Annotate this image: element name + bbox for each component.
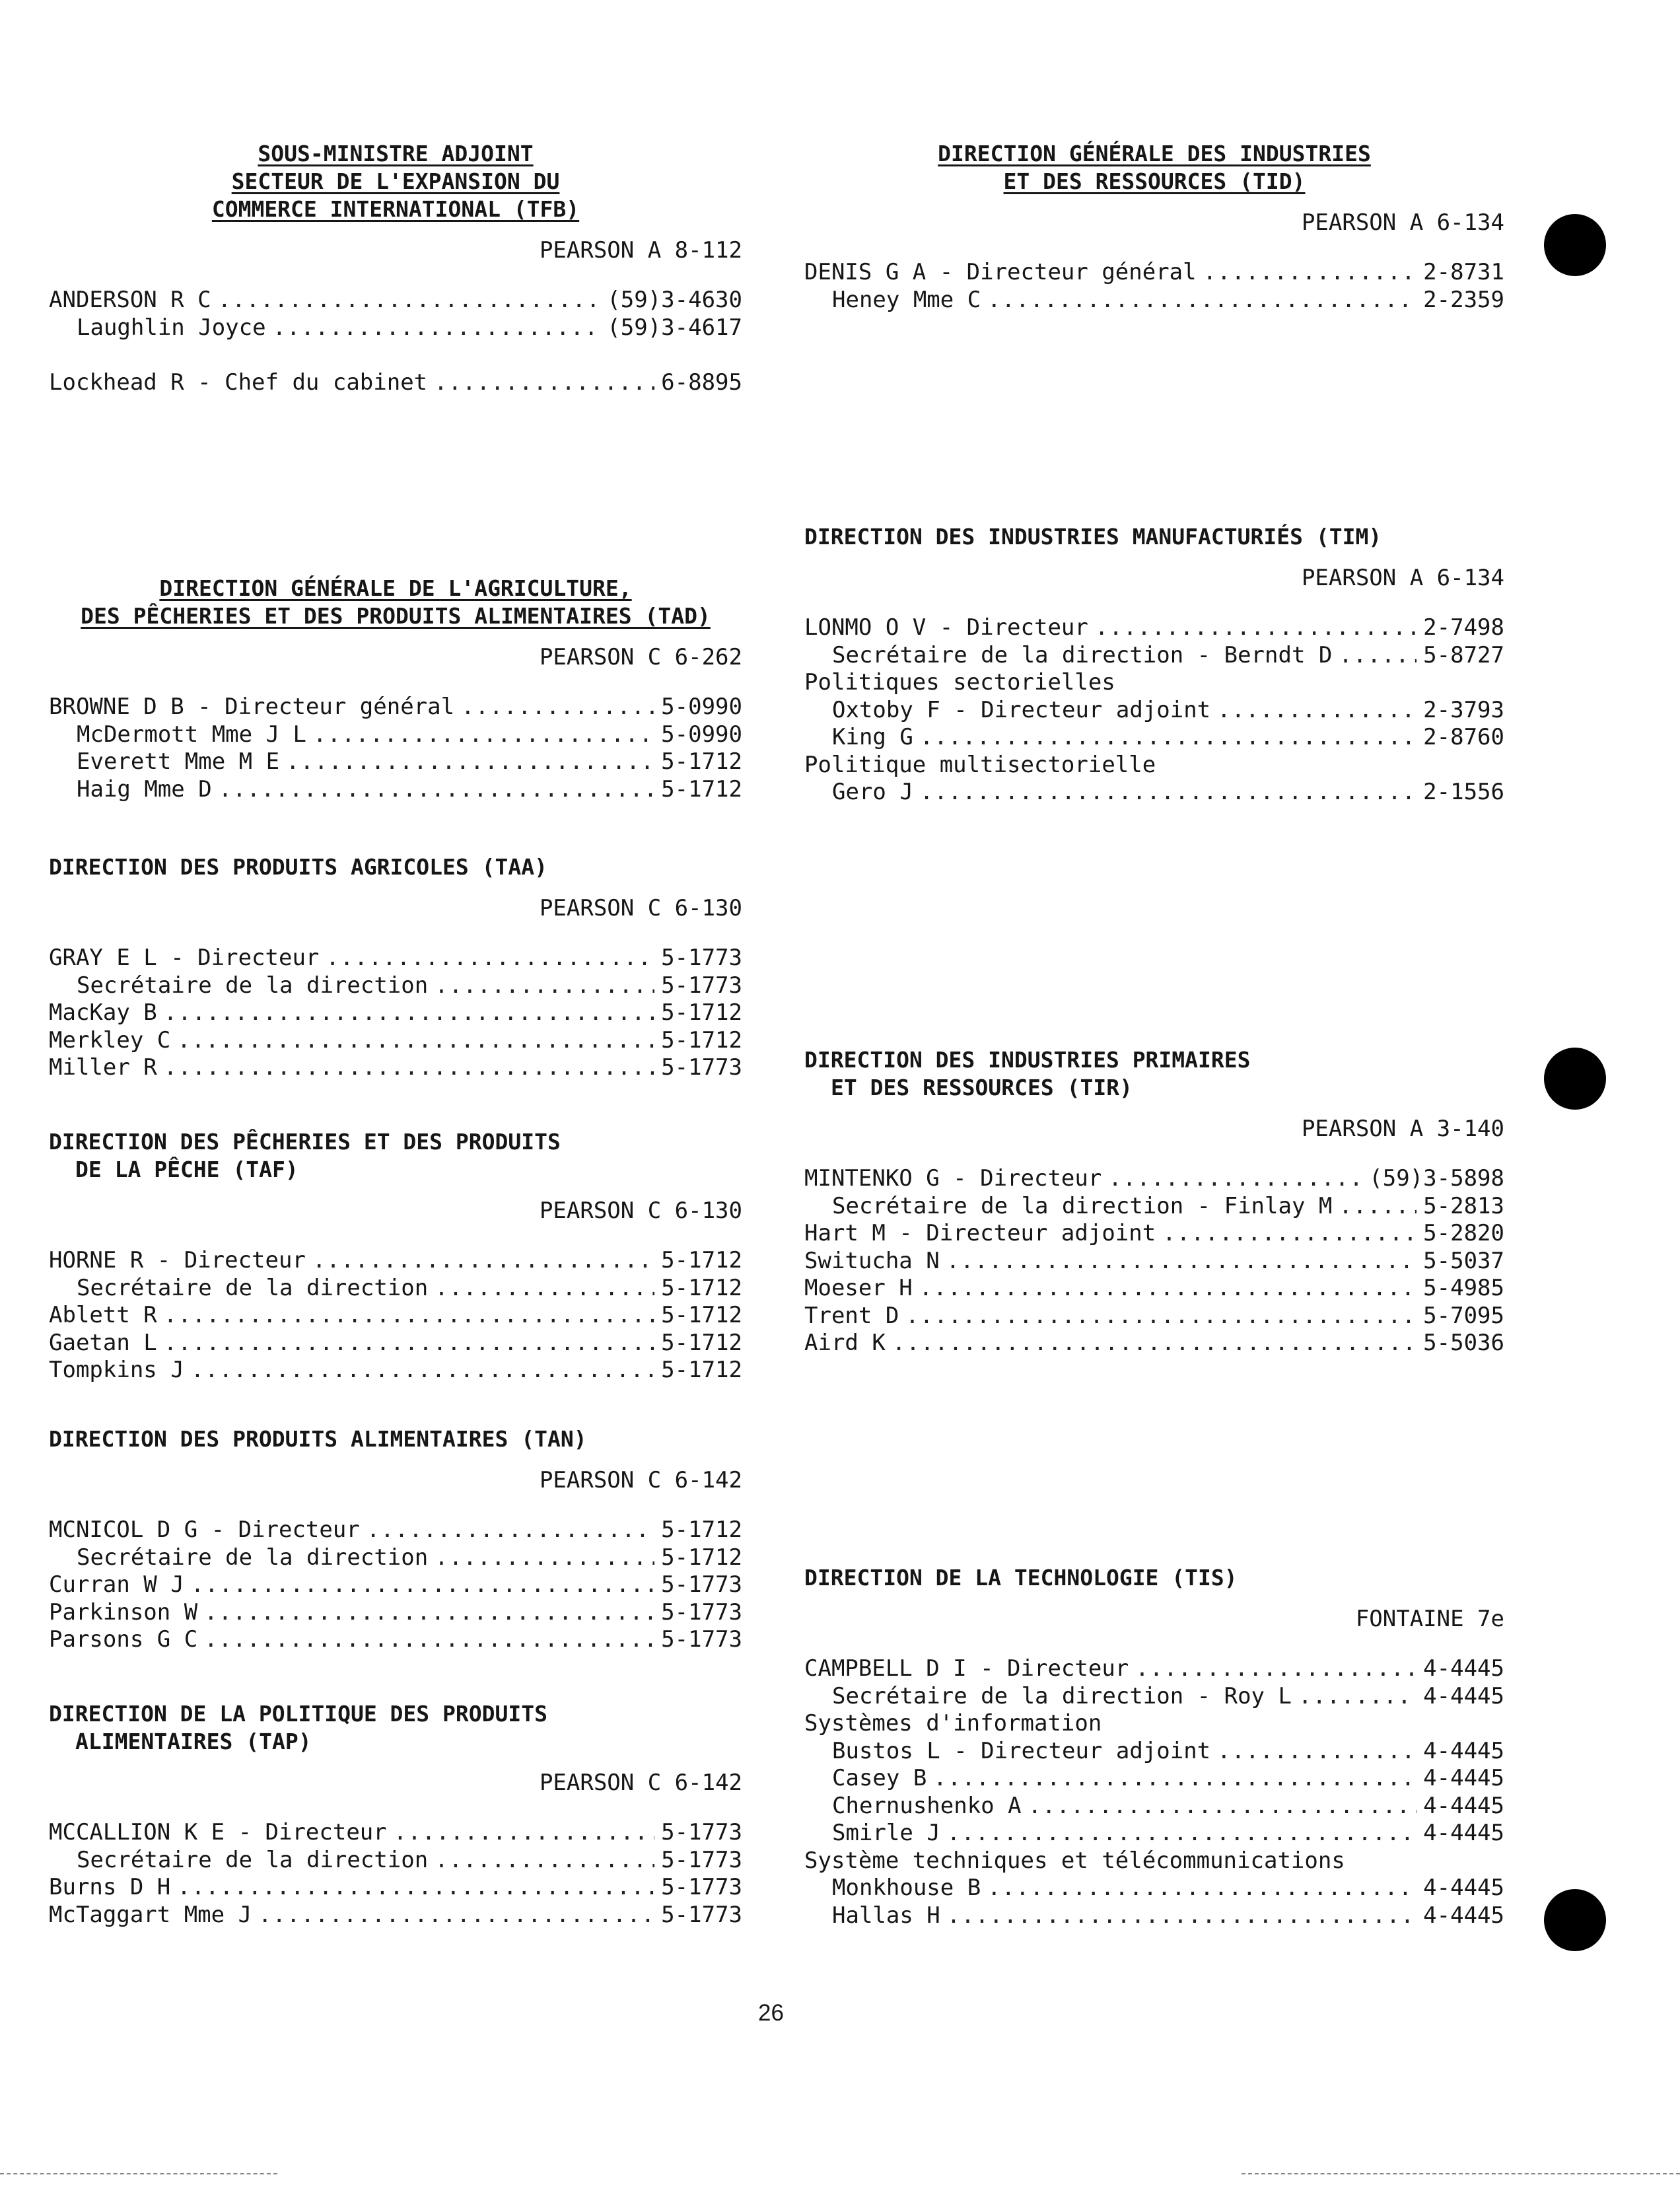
entry-name: Parkinson W	[49, 1598, 198, 1626]
directory-entry	[49, 1874, 742, 1902]
section-title-line: DIRECTION DES INDUSTRIES MANUFACTURIÉS (TIM)	[804, 524, 1382, 550]
directory-entry	[804, 1738, 1504, 1766]
directory-entry	[49, 369, 742, 397]
entry-phone: 2-7498	[1423, 614, 1504, 641]
dot-leader	[933, 1765, 1417, 1793]
entry-name: Hart M - Directeur adjoint	[804, 1220, 1156, 1246]
entry-name: Switucha N	[804, 1247, 940, 1274]
dot-leader	[435, 972, 654, 1000]
dot-leader	[1298, 1683, 1417, 1711]
entry-phone: 5-1712	[661, 1329, 742, 1356]
directory-entry	[804, 1902, 1504, 1930]
entry-phone: (59)3-4630	[607, 287, 742, 313]
section-title-line: DIRECTION GÉNÉRALE DE L'AGRICULTURE,	[159, 575, 632, 601]
footer-rule-left	[0, 2173, 277, 2174]
section-tfb	[49, 140, 742, 396]
section-title-line: DIRECTION DES PRODUITS AGRICOLES (TAA)	[49, 854, 547, 880]
section-title-line: ET DES RESSOURCES (TIR)	[831, 1075, 1133, 1100]
section-title	[49, 853, 742, 881]
entry-name: Système techniques et télécommunications	[804, 1847, 1345, 1874]
dot-leader	[920, 779, 1417, 806]
directory-entry	[49, 694, 742, 721]
entry-phone: 6-8895	[661, 369, 742, 396]
entry-phone: 5-8727	[1423, 641, 1504, 668]
directory-entry	[804, 779, 1504, 806]
section-title	[49, 1700, 742, 1756]
entry-name: Secrétaire de la direction	[77, 1274, 429, 1301]
entry-phone: 4-4445	[1423, 1765, 1504, 1791]
entry-phone: 5-1773	[661, 945, 742, 971]
entry-name: Everett Mme M E	[77, 748, 280, 775]
section-title-line: COMMERCE INTERNATIONAL (TFB)	[211, 196, 580, 222]
subsection-label	[804, 1847, 1504, 1875]
entry-name: Bustos L - Directeur adjoint	[832, 1737, 1211, 1764]
entry-name: Miller R	[49, 1054, 157, 1081]
dot-leader	[946, 1248, 1417, 1275]
entry-name: Secrétaire de la direction	[77, 972, 429, 999]
section-title-line: DIRECTION GÉNÉRALE DES INDUSTRIES	[938, 141, 1371, 166]
entry-name: LONMO O V - Directeur	[804, 614, 1088, 641]
directory-entry	[49, 1247, 742, 1275]
directory-entry	[49, 999, 742, 1027]
entry-name: Politique multisectorielle	[804, 751, 1156, 778]
directory-entry	[804, 1330, 1504, 1357]
directory-entry	[49, 1357, 742, 1384]
entry-phone: (59)3-4617	[607, 314, 742, 341]
section-tim	[804, 523, 1504, 806]
entry-name: Curran W J	[49, 1571, 184, 1598]
entry-phone: 5-1712	[661, 1302, 742, 1328]
directory-entry	[49, 314, 742, 342]
section-title-line: DE LA PÊCHE (TAF)	[75, 1157, 298, 1182]
entry-name: CAMPBELL D I - Directeur	[804, 1655, 1129, 1682]
entry-name: MCCALLION K E - Directeur	[49, 1819, 387, 1845]
section-title	[49, 575, 742, 630]
entry-phone: 4-4445	[1423, 1682, 1504, 1709]
section-tis	[804, 1564, 1504, 1929]
dot-leader	[312, 1247, 654, 1275]
directory-entry	[49, 287, 742, 314]
entry-name: Smirle J	[832, 1820, 940, 1846]
dot-leader	[204, 1626, 654, 1654]
section-title	[49, 140, 742, 223]
entry-phone: 5-7095	[1423, 1302, 1504, 1329]
directory-entry	[49, 1544, 742, 1572]
office-location: PEARSON C 6-262	[539, 644, 742, 670]
entry-phone: 5-1712	[661, 1274, 742, 1301]
dot-leader	[1095, 614, 1417, 642]
entry-phone: 5-4985	[1423, 1275, 1504, 1301]
entry-phone: 5-5036	[1423, 1330, 1504, 1356]
entry-name: Merkley C	[49, 1026, 171, 1054]
entry-name: BROWNE D B - Directeur général	[49, 694, 455, 720]
section-tid	[804, 140, 1504, 314]
directory-entry	[49, 1275, 742, 1303]
entry-phone: 5-1712	[661, 1544, 742, 1571]
entry-phone: 5-1773	[661, 1846, 742, 1873]
entry-phone: 5-1712	[661, 1357, 742, 1383]
directory-entry	[804, 1303, 1504, 1330]
dot-leader	[164, 999, 654, 1027]
entry-phone: 5-5037	[1423, 1247, 1504, 1274]
section-title-line: DIRECTION DE LA TECHNOLOGIE (TIS)	[804, 1565, 1238, 1591]
dot-leader	[1162, 1220, 1417, 1248]
dot-leader	[1108, 1165, 1362, 1193]
dot-leader	[258, 1902, 654, 1929]
entry-phone: 4-4445	[1423, 1655, 1504, 1682]
section-title-line: DIRECTION DES PRODUITS ALIMENTAIRES (TAN)	[49, 1426, 587, 1452]
dot-leader	[947, 1820, 1417, 1847]
dot-leader	[1217, 1738, 1417, 1766]
entry-name: MINTENKO G - Directeur	[804, 1165, 1102, 1192]
directory-entry	[49, 1330, 742, 1357]
entry-phone: 2-3793	[1423, 696, 1504, 723]
dot-leader	[286, 748, 654, 776]
entry-name: Secrétaire de la direction - Berndt D	[832, 641, 1333, 668]
office-location: PEARSON A 6-134	[1301, 565, 1504, 591]
dot-leader	[435, 1275, 654, 1303]
directory-entry	[49, 1054, 742, 1082]
subsection-label	[804, 1710, 1504, 1738]
entry-name: King G	[832, 724, 913, 750]
entry-phone: 5-1773	[661, 1571, 742, 1598]
entry-name: Politiques sectorielles	[804, 669, 1115, 696]
entry-name: Hallas H	[832, 1902, 940, 1929]
directory-entry	[804, 1875, 1504, 1902]
dot-leader	[326, 945, 654, 972]
dot-leader	[1339, 642, 1417, 670]
entry-name: GRAY E L - Directeur	[49, 945, 320, 971]
directory-entry	[49, 1517, 742, 1544]
dot-leader	[947, 1902, 1417, 1930]
office-location: PEARSON C 6-142	[539, 1467, 742, 1493]
entry-name: Moeser H	[804, 1275, 913, 1301]
directory-entry	[804, 1793, 1504, 1820]
dot-leader	[177, 1027, 654, 1055]
section-tap	[49, 1700, 742, 1929]
punch-hole-top	[1544, 214, 1606, 276]
dot-leader	[394, 1819, 654, 1847]
entry-phone: 2-2359	[1423, 286, 1504, 313]
directory-entry	[804, 1820, 1504, 1847]
directory-entry	[804, 1165, 1504, 1193]
dot-leader	[1339, 1193, 1417, 1221]
entry-name: Gero J	[832, 779, 913, 805]
directory-entry	[49, 972, 742, 1000]
entry-name: Chernushenko A	[832, 1792, 1022, 1819]
section-title-line: SECTEUR DE L'EXPANSION DU	[231, 168, 560, 194]
directory-entry	[804, 724, 1504, 752]
dot-leader	[987, 287, 1417, 314]
office-location: PEARSON A 6-134	[1301, 209, 1504, 236]
entry-phone: 5-2820	[1423, 1220, 1504, 1246]
dot-leader	[435, 1544, 654, 1572]
entry-phone: (59)3-5898	[1369, 1165, 1504, 1192]
page-number: 26	[758, 2000, 784, 2026]
directory-entry	[49, 1302, 742, 1330]
directory-entry	[49, 1571, 742, 1599]
entry-name: Burns D H	[49, 1874, 171, 1900]
entry-name: Ablett R	[49, 1302, 157, 1328]
dot-leader	[204, 1599, 654, 1627]
entry-phone: 5-1712	[661, 1247, 742, 1273]
entry-name: Secrétaire de la direction	[77, 1544, 429, 1571]
directory-entry	[804, 1765, 1504, 1793]
entry-phone: 5-1773	[661, 1819, 742, 1845]
dot-leader	[905, 1303, 1417, 1330]
entry-phone: 5-1773	[661, 1598, 742, 1626]
dot-leader	[892, 1330, 1417, 1357]
punch-hole-bottom	[1544, 1889, 1606, 1951]
entry-phone: 5-2813	[1423, 1192, 1504, 1219]
entry-phone: 2-1556	[1423, 779, 1504, 805]
entry-name: MacKay B	[49, 999, 157, 1026]
entry-phone: 4-4445	[1423, 1737, 1504, 1764]
directory-entry	[804, 1248, 1504, 1275]
section-title-line: DIRECTION DE LA POLITIQUE DES PRODUITS	[49, 1701, 547, 1727]
dot-leader	[435, 1847, 654, 1875]
entry-name: McDermott Mme J L	[77, 721, 306, 748]
directory-entry	[804, 1220, 1504, 1248]
dot-leader	[1217, 697, 1417, 725]
directory-entry	[804, 1193, 1504, 1221]
office-location: PEARSON C 6-142	[539, 1770, 742, 1796]
office-location: PEARSON A 8-112	[539, 237, 742, 264]
dot-leader	[164, 1302, 654, 1330]
dot-leader	[1135, 1655, 1417, 1683]
section-title-line: ALIMENTAIRES (TAP)	[75, 1729, 312, 1754]
directory-entry	[804, 697, 1504, 725]
directory-entry	[49, 721, 742, 749]
section-title	[804, 1564, 1504, 1592]
office-location: FONTAINE 7e	[1355, 1606, 1504, 1632]
office-location: PEARSON C 6-130	[539, 1198, 742, 1224]
section-taf	[49, 1128, 742, 1384]
section-title	[804, 523, 1504, 551]
section-tir	[804, 1046, 1504, 1357]
directory-entry	[49, 1902, 742, 1929]
entry-name: Oxtoby F - Directeur adjoint	[832, 696, 1211, 723]
entry-phone: 4-4445	[1423, 1875, 1504, 1901]
entry-name: Gaetan L	[49, 1329, 157, 1356]
entry-phone: 5-0990	[661, 721, 742, 748]
directory-entry	[49, 1027, 742, 1055]
dot-leader	[919, 1275, 1417, 1303]
entry-name: DENIS G A - Directeur général	[804, 259, 1197, 285]
section-title	[49, 1128, 742, 1184]
dot-leader	[461, 694, 654, 721]
entry-phone: 2-8731	[1423, 259, 1504, 285]
entry-name: Secrétaire de la direction - Finlay M	[832, 1192, 1333, 1219]
dot-leader	[164, 1330, 654, 1357]
entry-name: Aird K	[804, 1330, 886, 1356]
entry-name: Monkhouse B	[832, 1875, 981, 1901]
directory-entry	[49, 1819, 742, 1847]
dot-leader	[1028, 1793, 1417, 1820]
entry-phone: 4-4445	[1423, 1902, 1504, 1929]
directory-entry	[804, 642, 1504, 670]
footer-rule-right	[1242, 2173, 1680, 2174]
section-title-line: ET DES RESSOURCES (TID)	[1003, 168, 1306, 194]
entry-name: Secrétaire de la direction - Roy L	[832, 1682, 1292, 1709]
dot-leader	[313, 721, 654, 749]
dot-leader	[367, 1517, 654, 1544]
dot-leader	[920, 724, 1417, 752]
entry-name: Secrétaire de la direction	[77, 1846, 429, 1873]
directory-entry	[804, 1655, 1504, 1683]
entry-name: Laughlin Joyce	[77, 314, 266, 341]
entry-name: Systèmes d'information	[804, 1710, 1102, 1737]
section-title-line: SOUS-MINISTRE ADJOINT	[258, 141, 534, 166]
entry-phone: 4-4445	[1423, 1820, 1504, 1846]
office-location: PEARSON C 6-130	[539, 895, 742, 921]
entry-name: HORNE R - Directeur	[49, 1247, 306, 1273]
directory-entry	[49, 1626, 742, 1654]
punch-hole-middle	[1544, 1048, 1606, 1110]
office-location: PEARSON A 3-140	[1301, 1116, 1504, 1142]
entry-name: ANDERSON R C	[49, 287, 211, 313]
dot-leader	[177, 1874, 654, 1902]
entry-phone: 5-0990	[661, 694, 742, 720]
entry-phone: 5-1773	[661, 1626, 742, 1653]
section-title	[49, 1425, 742, 1453]
directory-entry	[49, 1599, 742, 1627]
entry-name: Heney Mme C	[832, 286, 981, 313]
dot-leader	[1203, 259, 1417, 287]
entry-phone: 5-1773	[661, 1054, 742, 1081]
entry-name: Lockhead R - Chef du cabinet	[49, 369, 428, 396]
entry-phone: 5-1712	[661, 775, 742, 803]
section-title	[804, 140, 1504, 196]
entry-name: Haig Mme D	[77, 775, 212, 803]
subsection-label	[804, 752, 1504, 779]
entry-name: Trent D	[804, 1302, 899, 1329]
entry-phone: 5-1712	[661, 748, 742, 775]
section-title-line: DIRECTION DES INDUSTRIES PRIMAIRES	[804, 1047, 1251, 1073]
section-taa	[49, 853, 742, 1082]
section-tad	[49, 575, 742, 803]
directory-entry	[804, 259, 1504, 287]
dot-leader	[219, 776, 654, 804]
directory-entry	[804, 1275, 1504, 1303]
subsection-label	[804, 669, 1504, 697]
entry-phone: 5-1712	[661, 999, 742, 1026]
dot-leader	[191, 1357, 654, 1384]
entry-phone: 5-1773	[661, 1901, 742, 1928]
entry-name: MCNICOL D G - Directeur	[49, 1517, 360, 1543]
directory-entry	[49, 748, 742, 776]
section-title-line: DES PÊCHERIES ET DES PRODUITS ALIMENTAIRES (TAD)	[81, 603, 711, 629]
entry-phone: 5-1712	[661, 1026, 742, 1054]
dot-leader	[987, 1875, 1417, 1902]
entry-name: Tompkins J	[49, 1357, 184, 1383]
directory-entry	[804, 287, 1504, 314]
entry-name: Parsons G C	[49, 1626, 198, 1653]
dot-leader	[218, 287, 601, 314]
directory-entry	[49, 776, 742, 804]
directory-entry	[804, 614, 1504, 642]
spacer-row	[49, 341, 742, 369]
directory-entry	[49, 945, 742, 972]
directory-entry	[804, 1683, 1504, 1711]
section-tan	[49, 1425, 742, 1654]
entry-phone: 4-4445	[1423, 1792, 1504, 1819]
entry-phone: 2-8760	[1423, 724, 1504, 750]
dot-leader	[434, 369, 654, 397]
dot-leader	[164, 1054, 654, 1082]
entry-phone: 5-1773	[661, 972, 742, 999]
dot-leader	[191, 1571, 654, 1599]
section-title-line: DIRECTION DES PÊCHERIES ET DES PRODUITS	[49, 1129, 561, 1155]
dot-leader	[273, 314, 601, 342]
directory-entry	[49, 1847, 742, 1875]
entry-phone: 5-1712	[661, 1517, 742, 1543]
entry-phone: 5-1773	[661, 1874, 742, 1900]
entry-name: Casey B	[832, 1765, 927, 1791]
section-title	[804, 1046, 1504, 1102]
entry-name: McTaggart Mme J	[49, 1901, 252, 1928]
entry-name	[49, 341, 62, 369]
